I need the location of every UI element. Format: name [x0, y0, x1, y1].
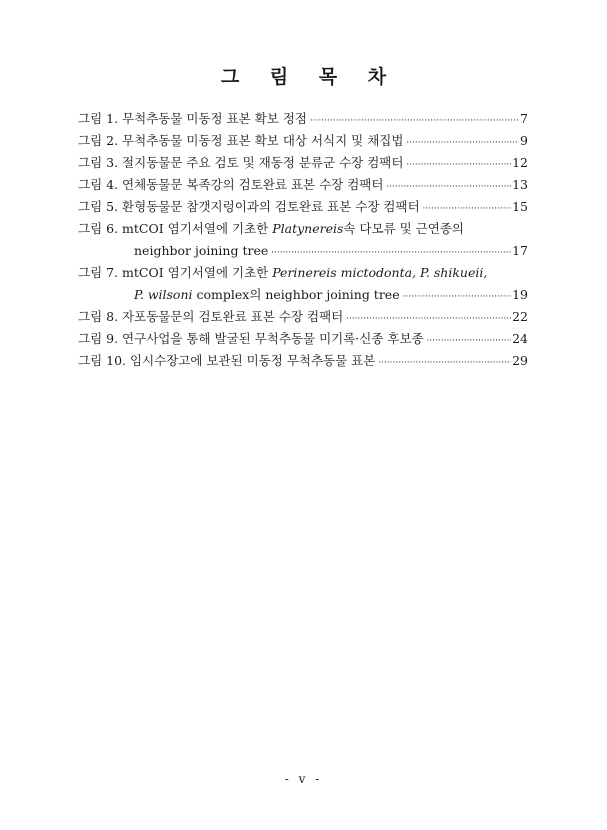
figure-label: 그림 2.: [78, 133, 119, 148]
list-item: [78, 196, 528, 218]
figure-label: 그림 8.: [78, 309, 119, 324]
figure-title: 무척추동물 미동정 표본 확보 정점: [122, 111, 307, 126]
figure-title: 연구사업을 통해 발굴된 무척추동물 미기록·신종 후보종: [122, 331, 424, 346]
list-item: [78, 108, 528, 130]
figure-label: 그림 10.: [78, 353, 127, 368]
figure-title-part: mtCOI 염기서열에 기초한: [122, 265, 273, 280]
page-number: 17: [512, 243, 528, 258]
page-number: 13: [512, 177, 528, 192]
figure-label: 그림 3.: [78, 155, 119, 170]
figure-title-part: 속 다모류 및 근연종의: [343, 221, 464, 236]
list-item: [78, 218, 528, 262]
figure-title: 환형동물문 참갯지렁이과의 검토완료 표본 수장 컴팩터: [122, 199, 420, 214]
list-item: [78, 152, 528, 174]
figure-title-part: mtCOI 염기서열에 기초한: [122, 221, 273, 236]
page-number: 24: [512, 331, 528, 346]
figure-title: 임시수장고에 보관된 미동정 무척추동물 표본: [130, 353, 376, 368]
figure-title: 연체동물문 복족강의 검토완료 표본 수장 컴팩터: [122, 177, 384, 192]
page-number: 29: [512, 353, 528, 368]
figure-title: 절지동물문 주요 검토 및 재동정 분류군 수장 컴팩터: [122, 155, 404, 170]
figure-label: 그림 7.: [78, 265, 119, 280]
list-item: [78, 174, 528, 196]
figure-label: 그림 9.: [78, 331, 119, 346]
page-footer: - v -: [284, 772, 323, 786]
page-number: 9: [520, 133, 528, 148]
figure-title: 자포동물문의 검토완료 표본 수장 컴팩터: [122, 309, 344, 324]
taxon-name: P. wilsoni: [134, 287, 193, 302]
taxon-name: Perinereis mictodonta, P. shikueii,: [272, 265, 488, 280]
figure-label: 그림 1.: [78, 111, 119, 126]
page-number: 19: [512, 287, 528, 302]
page-number: 22: [512, 309, 528, 324]
list-item: [78, 350, 528, 372]
taxon-name: Platynereis: [272, 221, 344, 236]
figure-list: [78, 108, 528, 372]
figure-title-part: complex의 neighbor joining tree: [192, 287, 400, 302]
page-title: 그 림 목 차: [220, 66, 399, 88]
figure-label: 그림 6.: [78, 221, 119, 236]
figure-title-part: neighbor joining tree: [134, 243, 269, 258]
page-number: 15: [512, 199, 528, 214]
figure-label: 그림 4.: [78, 177, 119, 192]
list-item: [78, 306, 528, 328]
list-item: [78, 130, 528, 152]
figure-title: 무척추동물 미동정 표본 확보 대상 서식지 및 채집법: [122, 133, 404, 148]
list-item: [78, 262, 528, 306]
list-item: [78, 328, 528, 350]
page-number: 7: [520, 111, 528, 126]
figure-label: 그림 5.: [78, 199, 119, 214]
page-number: 12: [512, 155, 528, 170]
